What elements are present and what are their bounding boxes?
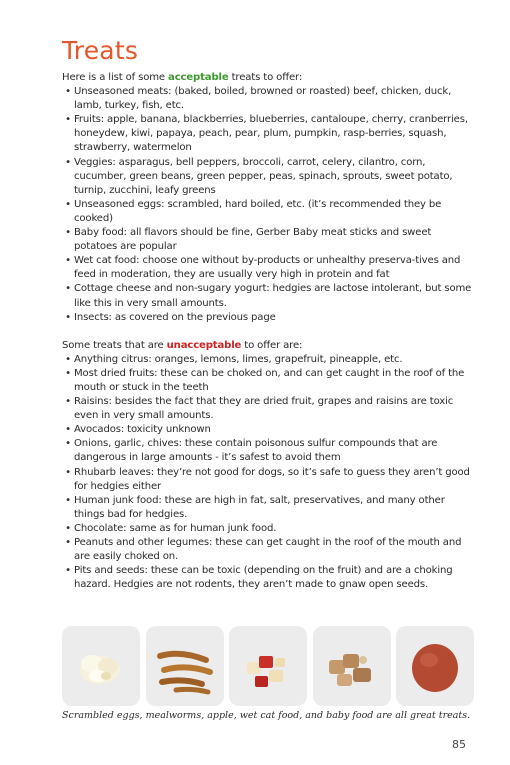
list-item (62, 437, 474, 465)
list-item (62, 85, 474, 113)
acceptable-list (62, 85, 474, 325)
bullet-icon: • (65, 86, 71, 98)
list-item (62, 156, 474, 198)
mealworms-photo (146, 626, 224, 706)
acceptable-intro (62, 71, 474, 85)
bullet-icon: • (65, 114, 71, 126)
bullet-icon: • (65, 227, 71, 239)
list-item-text: Most dried fruits: these can be choked on, and can get caught in the roof of the mouth or stuck in the teeth (74, 367, 465, 393)
bullet-icon: • (65, 353, 71, 365)
treats-content (62, 71, 474, 592)
list-item (62, 466, 474, 494)
list-item (62, 564, 474, 592)
bullet-icon: • (65, 311, 71, 323)
section-spacer (62, 325, 474, 339)
bullet-icon: • (65, 156, 71, 168)
bullet-icon: • (65, 367, 71, 379)
bullet-icon: • (65, 494, 71, 506)
list-item (62, 226, 474, 254)
wet-cat-food-photo (313, 626, 391, 706)
unacceptable-intro-after: to offer are: (241, 339, 303, 351)
list-item (62, 282, 474, 310)
list-item-text: Unseasoned meats: (baked, boiled, browned or roasted) beef, chicken, duck, lamb, turkey, fish, etc. (74, 86, 452, 112)
unacceptable-intro (62, 339, 474, 353)
baby-food-photo (396, 626, 474, 706)
photo-caption: Scrambled eggs, mealworms, apple, wet cat food, and baby food are all great treats. (62, 710, 471, 721)
list-item-text: Onions, garlic, chives: these contain poisonous sulfur compounds that are dangerous in large amounts - it’s safest to avoid them (74, 438, 438, 464)
list-item-text: Baby food: all flavors should be fine, Gerber Baby meat sticks and sweet potatoes are popular (74, 227, 432, 253)
page-number: 85 (452, 738, 466, 751)
list-item-text: Human junk food: these are high in fat, salt, preservatives, and many other things bad for hedgies. (74, 494, 445, 520)
bullet-icon: • (65, 424, 71, 436)
scrambled-eggs-photo (62, 626, 140, 706)
acceptable-intro-after: treats to offer: (228, 72, 303, 83)
list-item-text: Insects: as covered on the previous page (74, 311, 276, 323)
list-item (62, 254, 474, 282)
unacceptable-intro-before: Some treats that are (62, 339, 167, 351)
bullet-icon: • (65, 438, 71, 450)
list-item (62, 536, 474, 564)
unacceptable-list (62, 353, 474, 593)
bullet-icon: • (65, 565, 71, 577)
bullet-icon: • (65, 283, 71, 295)
bullet-icon: • (65, 537, 71, 548)
page-title: Treats (62, 36, 139, 65)
list-item-text: Chocolate: same as for human junk food. (74, 522, 277, 534)
list-item (62, 113, 474, 155)
bullet-icon: • (65, 522, 71, 534)
list-item-text: Peanuts and other legumes: these can get caught in the roof of the mouth and are easily choked on. (74, 537, 462, 563)
list-item (62, 311, 474, 325)
unacceptable-highlight: unacceptable (166, 339, 242, 351)
list-item-text: Fruits: apple, banana, blackberries, blueberries, cantaloupe, cherry, cranberries, honeydew, kiwi, papaya, peach, pear, plum, pumpkin, rasp-berries, squash, strawberry, watermelon (74, 114, 468, 154)
apple-photo (229, 626, 307, 706)
acceptable-intro-before: Here is a list of some (62, 72, 169, 83)
list-item-text: Raisins: besides the fact that they are dried fruit, grapes and raisins are toxic even in very small amounts. (74, 396, 454, 422)
list-item-text: Wet cat food: choose one without by-products or unhealthy preserva-tives and feed in moderation, they are usually very high in protein and fat (74, 255, 461, 281)
list-item-text: Avocados: toxicity unknown (74, 424, 211, 436)
list-item (62, 367, 474, 395)
acceptable-highlight: acceptable (168, 72, 229, 83)
list-item-text: Unseasoned eggs: scrambled, hard boiled, etc. (it’s recommended they be cooked) (74, 198, 442, 224)
list-item (62, 353, 474, 367)
list-item-text: Cottage cheese and non-sugary yogurt: hedgies are lactose intolerant, but some like this in very small amounts. (74, 283, 472, 309)
list-item (62, 423, 474, 437)
bullet-icon: • (65, 255, 71, 267)
list-item-text: Anything citrus: oranges, lemons, limes, grapefruit, pineapple, etc. (74, 353, 403, 365)
list-item-text: Pits and seeds: these can be toxic (depending on the fruit) and are a choking hazard. Hedgies are not rodents, they aren’t made to gnaw open seeds. (74, 565, 453, 591)
list-item-text: Rhubarb leaves: they’re not good for dogs, so it’s safe to guess they aren’t good for hedgies either (74, 466, 470, 492)
bullet-icon: • (65, 466, 71, 478)
list-item-text: Veggies: asparagus, bell peppers, broccoli, carrot, celery, cilantro, corn, cucumber, green beans, green pepper, peas, spinach, sprouts, sweet potato, turnip, zucchini, leafy greens (74, 156, 453, 196)
bullet-icon: • (65, 198, 71, 210)
list-item (62, 198, 474, 226)
list-item (62, 395, 474, 423)
list-item (62, 522, 474, 536)
bullet-icon: • (65, 396, 71, 408)
photo-strip (62, 626, 474, 708)
list-item (62, 494, 474, 522)
